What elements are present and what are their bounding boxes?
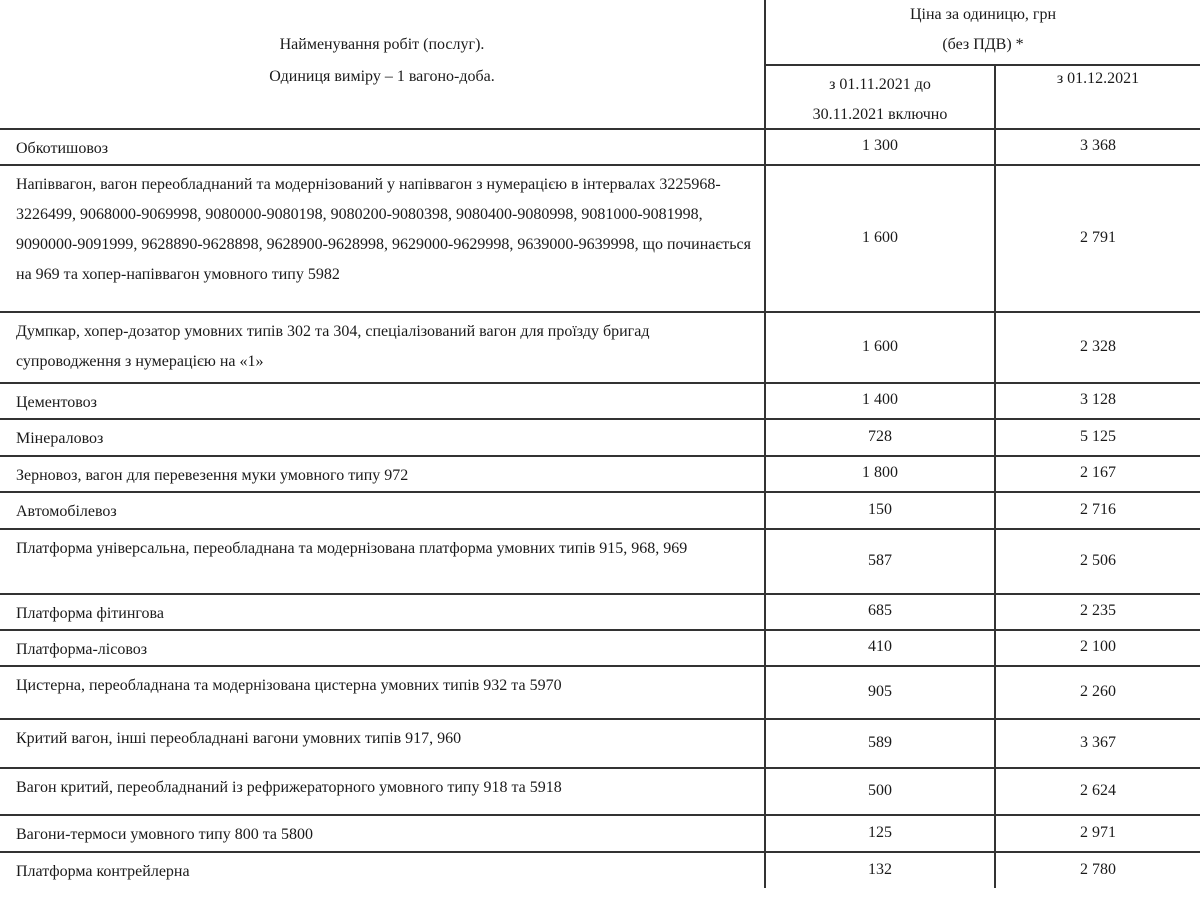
row-divider xyxy=(0,382,1200,384)
row-price-nov: 1 600 xyxy=(862,228,898,246)
header-name-cell xyxy=(0,0,764,128)
row-price-dec: 2 235 xyxy=(1080,602,1116,619)
row-price-nov: 1 400 xyxy=(862,391,898,408)
row-price-dec: 2 328 xyxy=(1080,337,1116,355)
row-name: Думпкар, хопер-дозатор умовних типів 302 та 304, спеціалізований вагон для проїзду бригад супроводження з нумерацією на «1» xyxy=(16,323,650,370)
row-divider xyxy=(0,418,1200,420)
header-col1-line1: з 01.11.2021 до xyxy=(829,76,931,93)
row-name: Вагон критий, переобладнаний із рефрижераторного умовного типу 918 та 5918 xyxy=(16,779,562,796)
row-price-nov: 587 xyxy=(868,551,892,569)
row-divider xyxy=(0,311,1200,313)
header-col1 xyxy=(766,70,994,130)
row-divider xyxy=(0,718,1200,720)
row-price-dec: 2 791 xyxy=(1080,228,1116,246)
header-price-line1: Ціна за одиницю, грн xyxy=(909,6,1057,23)
row-price-nov: 500 xyxy=(868,781,892,799)
row-name: Критий вагон, інші переобладнані вагони умовних типів 917, 960 xyxy=(16,730,462,747)
row-price-nov: 1 300 xyxy=(862,137,898,154)
header-price-line2: (без ПДВ) * xyxy=(942,36,1024,53)
row-price-dec: 2 506 xyxy=(1080,551,1116,569)
row-name: Вагони-термоси умовного типу 800 та 5800 xyxy=(16,826,314,843)
row-price-dec: 3 368 xyxy=(1080,137,1116,154)
row-price-dec: 2 716 xyxy=(1080,500,1116,518)
row-price-dec: 3 128 xyxy=(1080,391,1116,408)
row-name: Автомобілевоз xyxy=(16,503,117,520)
row-divider xyxy=(0,851,1200,853)
row-name: Мінераловоз xyxy=(16,430,104,447)
divider-h-header xyxy=(764,64,1200,66)
row-price-nov: 125 xyxy=(868,823,892,841)
row-name: Платформа фітингова xyxy=(16,605,164,622)
row-price-nov: 1 800 xyxy=(862,464,898,481)
row-divider xyxy=(0,767,1200,769)
row-price-dec: 3 367 xyxy=(1080,733,1116,751)
row-divider xyxy=(0,665,1200,667)
row-price-nov: 589 xyxy=(868,733,892,751)
row-name: Платформа універсальна, переобладнана та модернізована платформа умовних типів 915, 968, 969 xyxy=(16,540,688,557)
row-price-nov: 132 xyxy=(868,860,892,878)
header-name-line2: Одиниця виміру – 1 вагоно-доба. xyxy=(269,68,495,85)
row-name: Обкотишовоз xyxy=(16,140,109,157)
row-name: Напіввагон, вагон переобладнаний та модернізований у напіввагон з нумерацією в інтервалах 3225968-3226499, 9068000-9069998, 9080000-9080198, 9080200-9080398, 9080400-9080998, 9081000-9081998, 9090000-9091999, 9628890-9628898, 9628900-9628998, 9629000-9629998, 9639000-9639998, що починається на 969 та хопер-напіввагон умовного типу 5982 xyxy=(16,176,751,283)
header-col2: з 01.12.2021 xyxy=(1056,70,1140,87)
row-price-dec: 2 260 xyxy=(1080,682,1116,700)
row-price-dec: 5 125 xyxy=(1080,427,1116,445)
row-price-nov: 1 600 xyxy=(862,337,898,355)
row-divider xyxy=(0,128,1200,130)
row-divider xyxy=(0,491,1200,493)
row-name: Цистерна, переобладнана та модернізована цистерна умовних типів 932 та 5970 xyxy=(16,677,562,694)
row-name: Цементовоз xyxy=(16,394,97,411)
row-price-nov: 410 xyxy=(868,638,892,655)
row-name: Платформа-лісовоз xyxy=(16,641,148,658)
row-price-dec: 2 780 xyxy=(1080,860,1116,878)
row-name: Зерновоз, вагон для перевезення муки умовного типу 972 xyxy=(16,467,409,484)
row-divider xyxy=(0,164,1200,166)
row-price-nov: 150 xyxy=(868,500,892,518)
row-price-dec: 2 100 xyxy=(1080,638,1116,655)
header-name-line1: Найменування робіт (послуг). xyxy=(279,36,485,53)
row-price-nov: 905 xyxy=(868,682,892,700)
row-price-dec: 2 624 xyxy=(1080,781,1116,799)
row-price-nov: 685 xyxy=(868,602,892,619)
row-price-dec: 2 167 xyxy=(1080,464,1116,481)
row-divider xyxy=(0,528,1200,530)
header-col1-line2: 30.11.2021 включно xyxy=(812,106,948,123)
header-price-cell xyxy=(766,0,1200,64)
row-divider xyxy=(0,629,1200,631)
row-price-dec: 2 971 xyxy=(1080,823,1116,841)
row-price-nov: 728 xyxy=(868,427,892,445)
row-divider xyxy=(0,593,1200,595)
row-divider xyxy=(0,455,1200,457)
row-divider xyxy=(0,814,1200,816)
row-name: Платформа контрейлерна xyxy=(16,863,190,880)
